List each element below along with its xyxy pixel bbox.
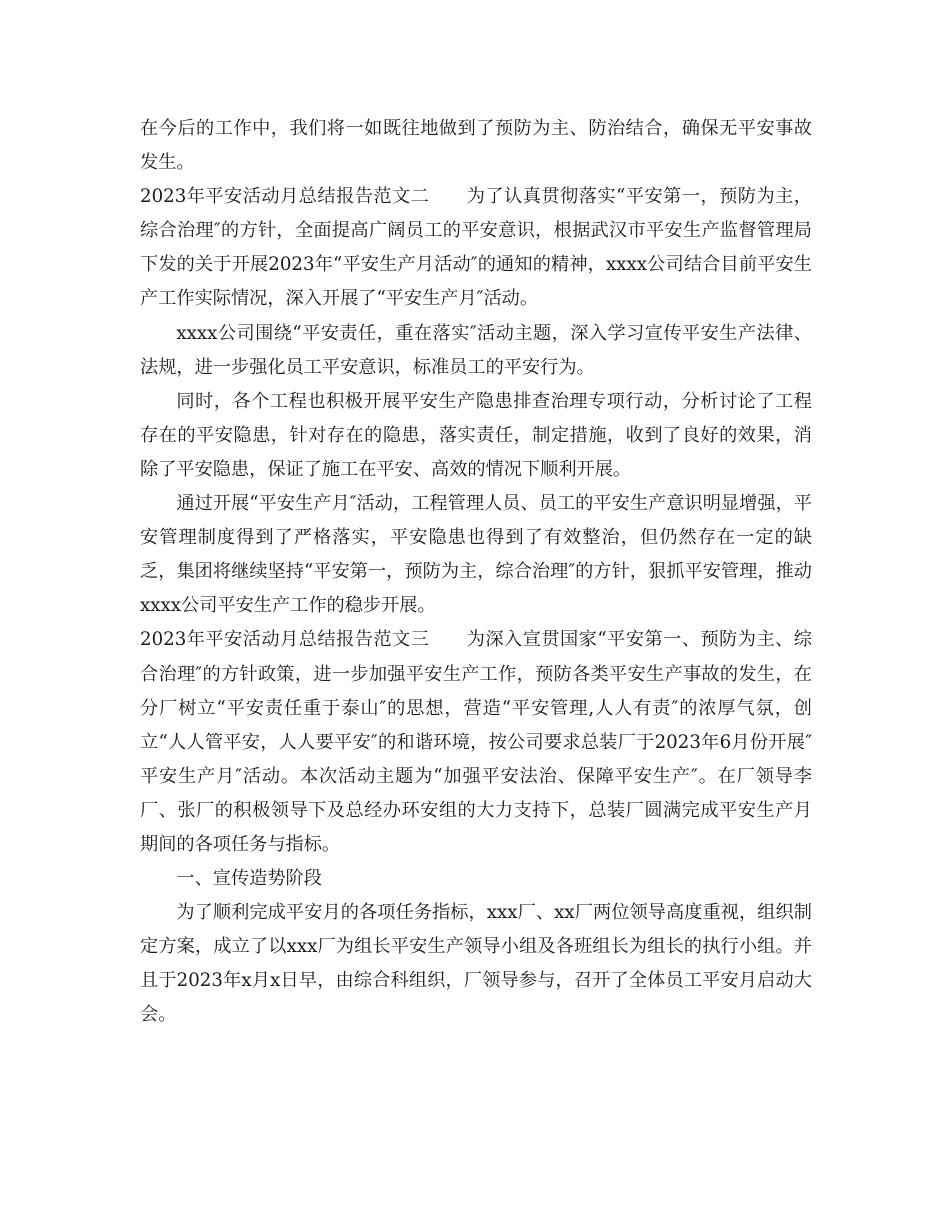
section-heading-publicity: 一、宣传造势阶段 xyxy=(176,868,322,890)
paragraph-activity-theme: xxxx公司围绕“平安责任，重在落实″活动主题，深入学习宣传平安生产法律、法规，进一步强化员工平安意识，标准员工的平安行为。 xyxy=(140,322,812,378)
paragraph-report-two-intro: 2023年平安活动月总结报告范文二 为了认真贯彻落实“平安第一，预防为主，综合治理″的方针，全面提高广阔员工的平安意识，根据武汉市平安生产监督管理局下发的关于开展2023年“平安生产月活动″的通知的精神，xxxx公司结合目前平安生产工作实际情况，深入开展了“平安生产月″活动。 xyxy=(140,186,812,310)
paragraph-closing-previous: 在今后的工作中，我们将一如既往地做到了预防为主、防治结合，确保无平安事故发生。 xyxy=(140,118,812,174)
paragraph-results-summary: 通过开展“平安生产月″活动，工程管理人员、员工的平安生产意识明显增强，平安管理制度得到了严格落实，平安隐患也得到了有效整治，但仍然存在一定的缺乏，集团将继续坚持“平安第一，预防为主，综合治理″的方针，狠抓平安管理，推动xxxx公司平安生产工作的稳步开展。 xyxy=(140,493,812,617)
paragraph-hazard-inspection: 同时，各个工程也积极开展平安生产隐患排查治理专项行动，分析讨论了工程存在的平安隐患，针对存在的隐患，落实责任，制定措施，收到了良好的效果，消除了平安隐患，保证了施工在平安、高效的情况下顺利开展。 xyxy=(140,390,812,480)
paragraph-report-three-intro: 2023年平安活动月总结报告范文三 为深入宣贯国家“平安第一、预防为主、综合治理″的方针政策，进一步加强平安生产工作，预防各类平安生产事故的发生，在分厂树立“平安责任重于泰山″的思想，营造“平安管理,人人有责″的浓厚气氛，创立“人人管平安，人人要平安″的和谐环境，按公司要求总装厂于2023年6月份开展″平安生产月″活动。本次活动主题为“加强平安法治、保障平安生产″。在厂领导李厂、张厂的积极领导下及总经办环安组的大力支持下，总装厂圆满完成平安生产月期间的各项任务与指标。 xyxy=(140,629,812,855)
document-body xyxy=(140,112,812,1033)
paragraph-publicity-details: 为了顺利完成平安月的各项任务指标，xxx厂、xx厂两位领导高度重视，组织制定方案，成立了以xxx厂为组长平安生产领导小组及各班组长为组长的执行小组。并且于2023年x月x日早，由综合科组织，厂领导参与，召开了全体员工平安月启动大会。 xyxy=(140,902,812,1026)
